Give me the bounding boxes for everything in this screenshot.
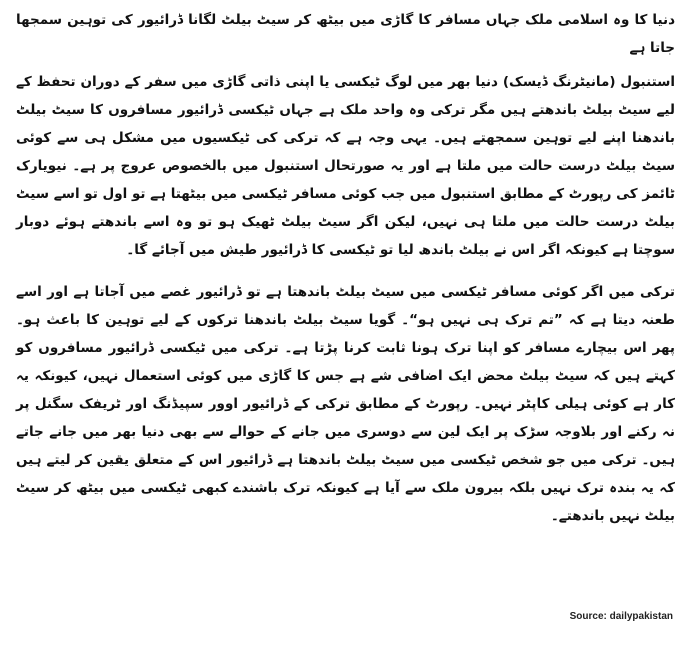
news-article xyxy=(16,6,675,530)
source-credit: Source: dailypakistan xyxy=(569,611,673,622)
article-paragraph: استنبول (مانیٹرنگ ڈیسک) دنیا بھر میں لوگ ٹیکسی یا اپنی ذاتی گاڑی میں سفر کے دوران تحفظ کے لیے سیٹ بیلٹ باندھتے ہیں مگر ترکی وہ واحد ملک ہے جہاں ٹیکسی ڈرائیور مسافروں کا سیٹ بیلٹ باندھنا اپنے لیے توہین سمجھتے ہیں۔ یہی وجہ ہے کہ ترکی کی ٹیکسیوں میں مشکل ہی سے کوئی سیٹ بیلٹ درست حالت میں ملتا ہے اور یہ صورتحال استنبول میں بالخصوص عروج پر ہے۔ نیویارک ٹائمز کی رپورٹ کے مطابق استنبول میں جب کوئی مسافر ٹیکسی میں بیٹھتا ہے تو اول تو اسے سیٹ بیلٹ درست حالت میں ملتا ہی نہیں، لیکن اگر سیٹ بیلٹ ٹھیک ہو تو وہ اسے باندھتے ہوئے دوبار سوچتا ہے کیونکہ اگر اس نے بیلٹ باندھ لیا تو ٹیکسی کا ڈرائیور طیش میں آجائے گا۔ xyxy=(15,74,675,258)
article-headline: دنیا کا وہ اسلامی ملک جہاں مسافر کا گاڑی میں بیٹھ کر سیٹ بیلٹ لگانا ڈرائیور کی توہین سمجھا جاتا ہے xyxy=(16,12,675,56)
article-paragraph: ترکی میں اگر کوئی مسافر ٹیکسی میں سیٹ بیلٹ باندھتا ہے تو ڈرائیور غصے میں آجاتا ہے اور اسے طعنہ دیتا ہے کہ ”تم ترک ہی نہیں ہو“۔ گویا سیٹ بیلٹ باندھنا ترکوں کے لیے توہین کا باعث ہو۔ پھر اس بیچارے مسافر کو اپنا ترک ہونا ثابت کرنا پڑتا ہے۔ ترکی میں ٹیکسی ڈرائیور مسافروں کو کہتے ہیں کہ سیٹ بیلٹ محض ایک اضافی شے ہے جس کا گاڑی میں کوئی استعمال نہیں، کیونکہ یہ کار ہے کوئی ہیلی کاپٹر نہیں۔ رپورٹ کے مطابق ترکی کے ڈرائیور اوور سپیڈنگ اور ٹریفک سگنل پر نہ رکنے اور بلاوجہ سڑک پر ایک لین سے دوسری میں جانے کے حوالے سے بھی دنیا بھر میں جانے جاتے ہیں۔ ترکی میں جو شخص ٹیکسی میں سیٹ بیلٹ باندھتا ہے ڈرائیور اس کے متعلق یقین کر لیتے ہیں کہ یہ بندہ ترک نہیں بلکہ بیرون ملک سے آیا ہے کیونکہ ترک باشندے کبھی ٹیکسی میں بیٹھ کر سیٹ بیلٹ نہیں باندھتے۔ xyxy=(16,284,675,524)
